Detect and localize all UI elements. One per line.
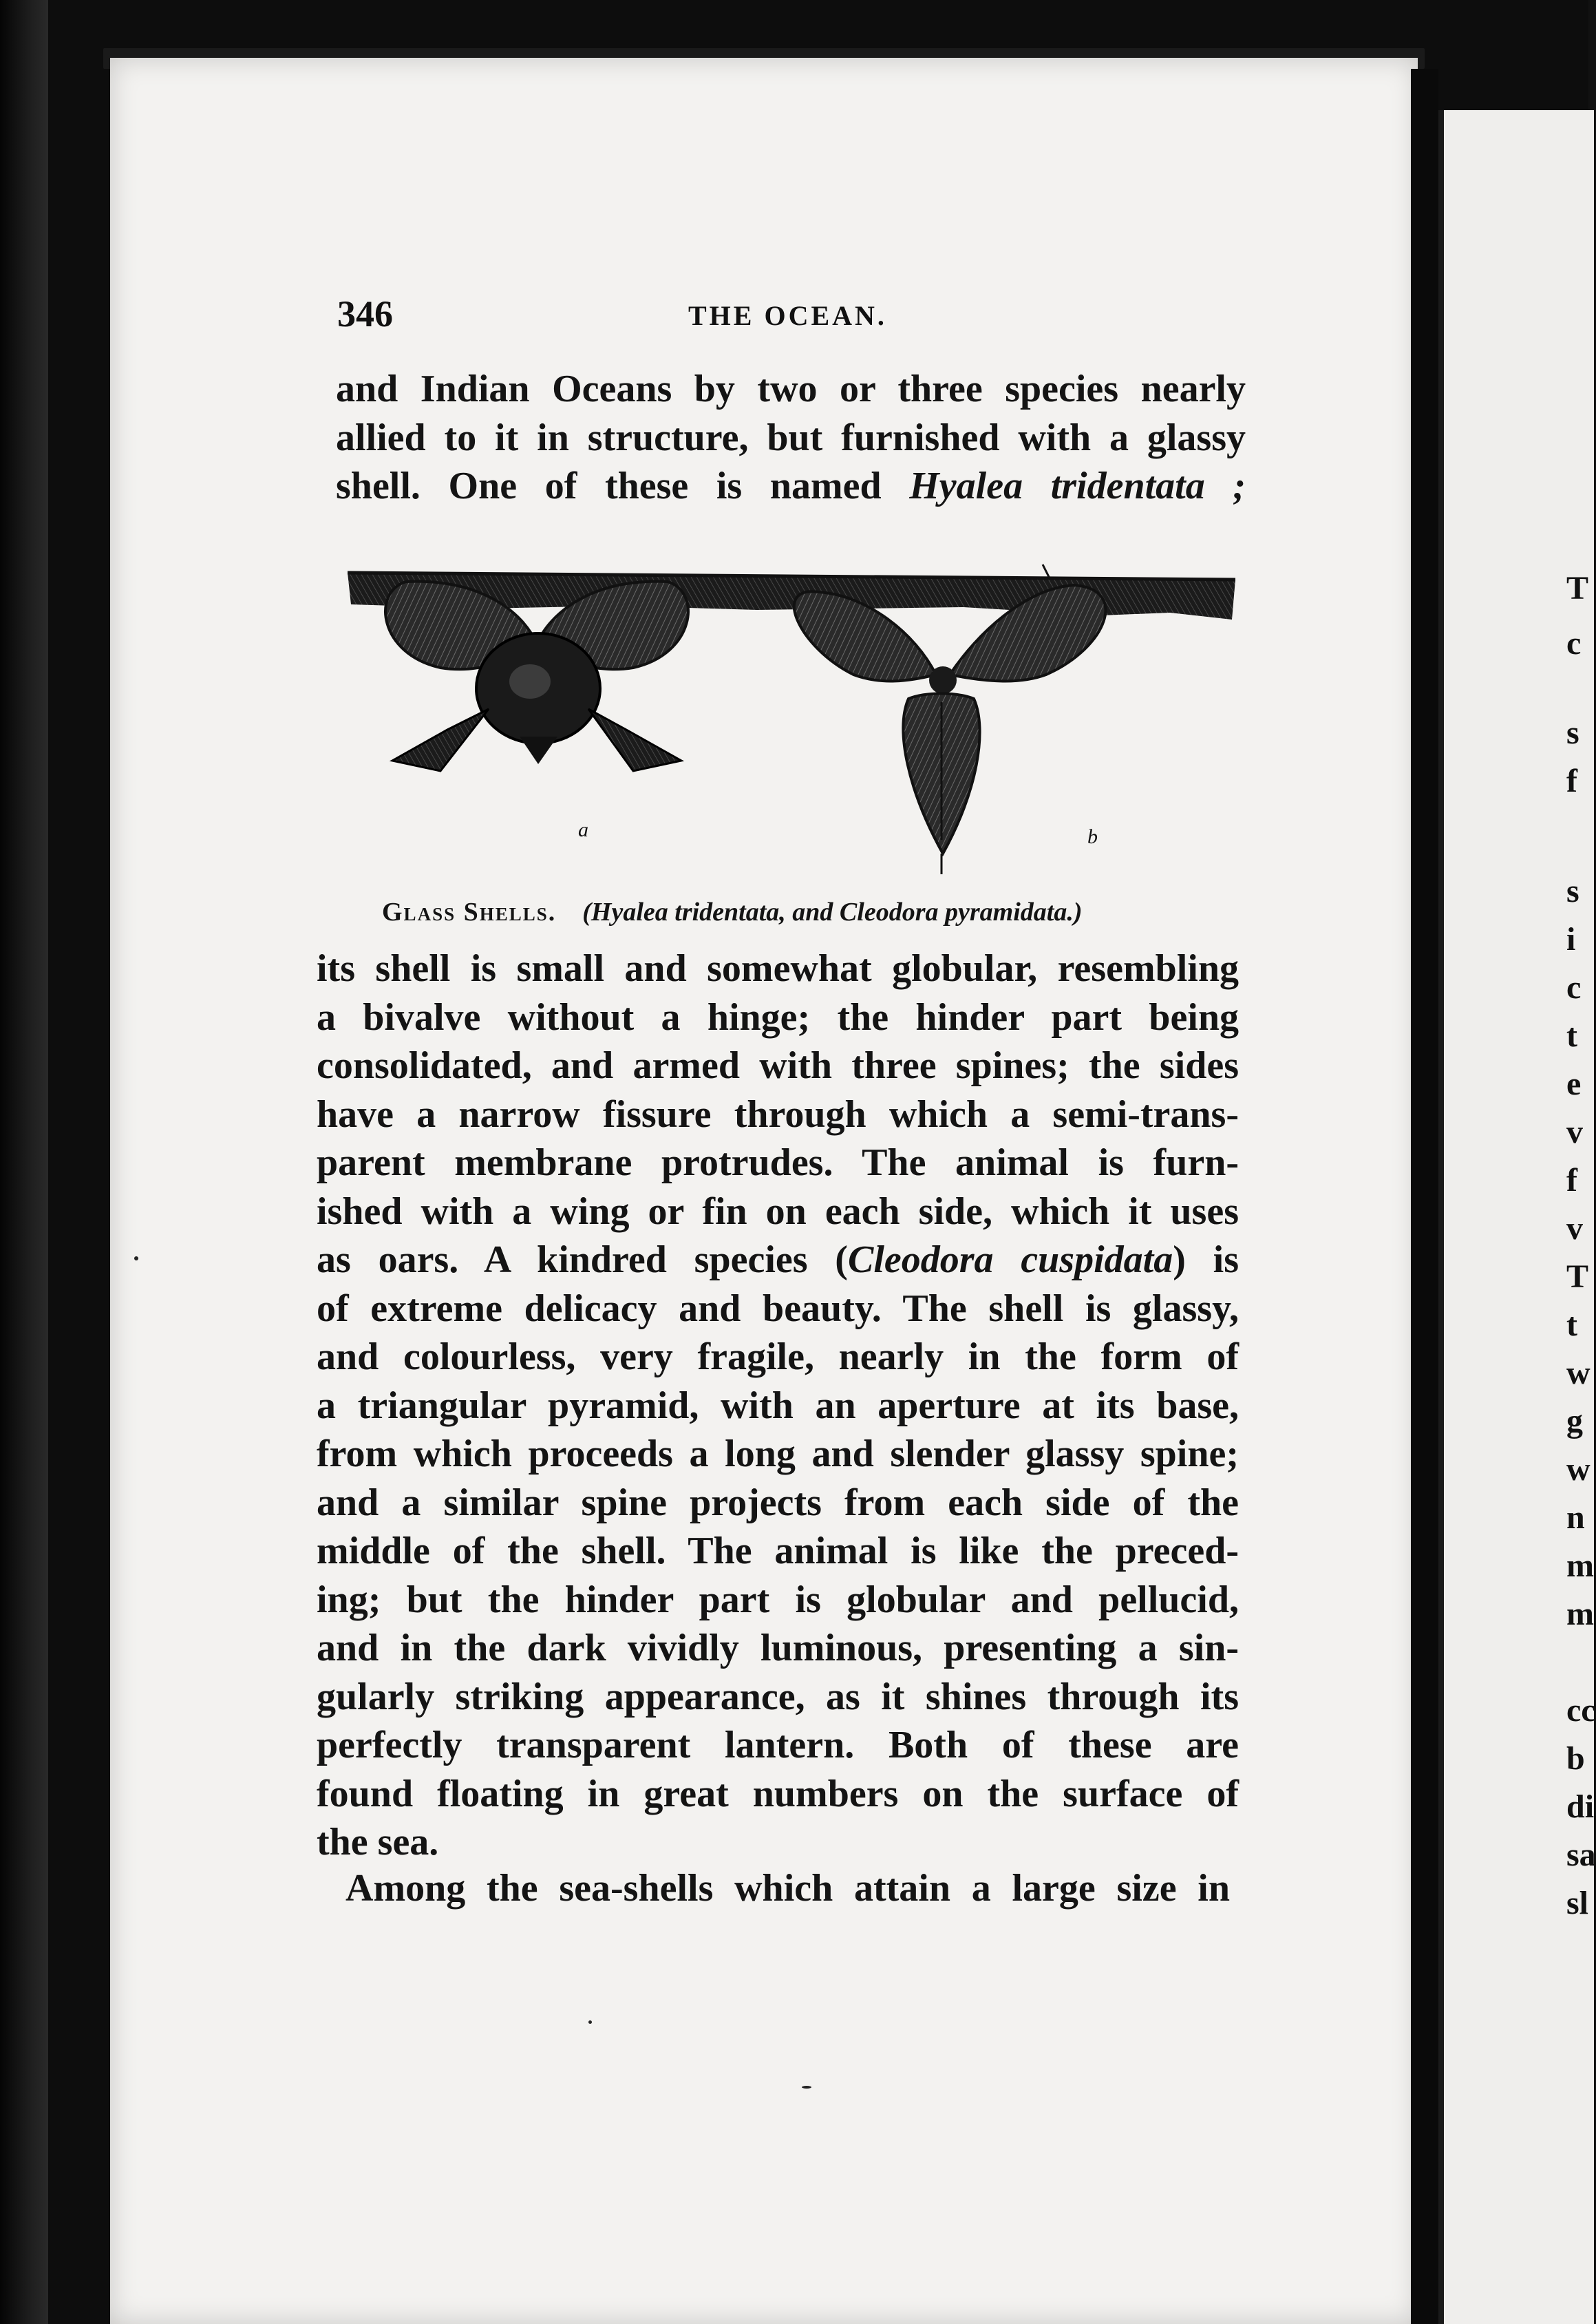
fragment: t xyxy=(1566,1017,1577,1054)
text-line: gularly striking appearance, as it shines through its xyxy=(317,1675,1239,1718)
text-run: as oars. A kindred species ( xyxy=(317,1238,848,1281)
scan-speck xyxy=(134,1256,138,1260)
text-line: the sea. xyxy=(317,1821,439,1863)
fragment: m xyxy=(1566,1596,1594,1632)
fragment: m xyxy=(1566,1547,1594,1584)
text-line: and Indian Oceans by two or three species nearly xyxy=(336,368,1246,410)
text-line: ished with a wing or fin on each side, which it uses xyxy=(317,1190,1239,1233)
fragment: T xyxy=(1566,570,1589,606)
text-line xyxy=(317,1236,1239,1285)
fragment: v xyxy=(1566,1210,1583,1247)
opening-paragraph xyxy=(336,365,1246,511)
main-paragraph xyxy=(317,944,1239,1867)
text-line: consolidated, and armed with three spines; the sides xyxy=(317,1044,1239,1087)
scan-speck xyxy=(802,2086,811,2089)
text-line: middle of the shell. The animal is like the preced- xyxy=(317,1530,1239,1572)
book-gutter xyxy=(1411,69,1438,2324)
text-line xyxy=(336,462,1246,511)
fragment: f xyxy=(1566,763,1577,799)
text-line: perfectly transparent lantern. Both of these are xyxy=(317,1724,1239,1766)
fragment: e xyxy=(1566,1066,1582,1102)
fragment: t xyxy=(1566,1307,1577,1343)
text-line: Among the sea-shells which attain a large size in xyxy=(345,1867,1230,1910)
page-number: 346 xyxy=(337,293,393,335)
text-line: ing; but the hinder part is globular and pellucid, xyxy=(317,1578,1239,1621)
text-line: its shell is small and somewhat globular, resembling xyxy=(317,947,1239,990)
fragment: w xyxy=(1566,1451,1590,1488)
text-line: and in the dark vividly luminous, presenting a sin- xyxy=(317,1627,1239,1669)
caption-title: Glass Shells. xyxy=(382,898,557,927)
scan-speck xyxy=(588,2020,592,2024)
fragment: i xyxy=(1566,921,1576,958)
text-line: and colourless, very fragile, nearly in the form of xyxy=(317,1335,1239,1378)
text-line: allied to it in structure, but furnished with a glassy xyxy=(336,416,1246,459)
figure-caption xyxy=(382,897,1208,927)
fragment: s xyxy=(1566,873,1579,909)
figure-label-b: b xyxy=(1087,825,1098,848)
next-paragraph xyxy=(311,1864,1230,1913)
text-line: and a similar spine projects from each side of the xyxy=(317,1481,1239,1524)
specimen-b-cleodora xyxy=(794,564,1105,874)
left-scan-border xyxy=(0,0,48,2324)
specimen-a-hyalea xyxy=(385,582,688,771)
caption-species: (Hyalea tridentata, and Cleodora pyramidata.) xyxy=(582,898,1083,927)
text-line: parent membrane protrudes. The animal is furn- xyxy=(317,1141,1239,1184)
fragment: c xyxy=(1566,625,1582,662)
fragment: w xyxy=(1566,1355,1590,1391)
text-run: shell. One of these is named xyxy=(336,465,910,507)
fragment: c xyxy=(1566,969,1582,1006)
glass-shells-engraving xyxy=(344,564,1246,888)
text-line: from which proceeds a long and slender glassy spine; xyxy=(317,1433,1239,1475)
running-head xyxy=(337,293,1253,348)
text-run: ) is xyxy=(1173,1238,1239,1281)
fragment: g xyxy=(1566,1403,1583,1439)
fragment: b xyxy=(1566,1740,1585,1777)
fragment: n xyxy=(1566,1499,1585,1536)
text-line: a bivalve without a hinge; the hinder part being xyxy=(317,995,1239,1039)
facing-page-text-fragments xyxy=(1564,0,1596,2324)
species-name-italic: Cleodora cuspidata xyxy=(847,1238,1173,1281)
fragment: v xyxy=(1566,1114,1583,1150)
fragment: cc xyxy=(1566,1692,1596,1729)
text-line: of extreme delicacy and beauty. The shell is glassy, xyxy=(317,1287,1239,1330)
fragment: sa xyxy=(1566,1837,1596,1873)
fragment: T xyxy=(1566,1258,1589,1295)
text-line: found floating in great numbers on the surface of xyxy=(317,1772,1239,1815)
fragment: s xyxy=(1566,715,1579,751)
text-line: have a narrow fissure through which a semi-trans- xyxy=(317,1092,1239,1136)
fragment: sl xyxy=(1566,1885,1589,1921)
fragment: di xyxy=(1566,1788,1595,1825)
running-title: THE OCEAN. xyxy=(688,300,887,331)
fragment: f xyxy=(1566,1162,1577,1198)
species-name-italic: Hyalea tridentata ; xyxy=(909,465,1246,507)
text-line: a triangular pyramid, with an aperture at its base, xyxy=(317,1384,1239,1427)
figure-label-a: a xyxy=(578,818,588,841)
